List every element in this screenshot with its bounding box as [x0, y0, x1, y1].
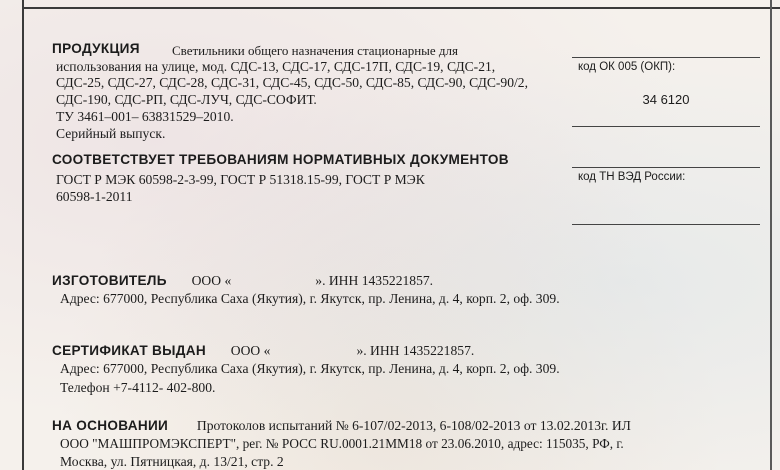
basis-line-2: ООО "МАШПРОМЭКСПЕРТ", рег. № РОСС RU.0001.21ММ18 от 23.06.2010, адрес: 115035, РФ, г.: [60, 436, 624, 451]
products-line-5: ТУ 3461–001– 63831529–2010.: [56, 109, 234, 124]
tnved-code-label: код ТН ВЭД России:: [578, 171, 686, 183]
issued-to-org-suffix: ». ИНН 1435221857.: [356, 343, 475, 358]
manufacturer-org-suffix: ». ИНН 1435221857.: [315, 273, 434, 288]
basis-line-1: Протоколов испытаний № 6-107/02-2013, 6-108/02-2013 от 13.02.2013г. ИЛ: [196, 418, 631, 433]
issued-to-heading: СЕРТИФИКАТ ВЫДАН: [52, 343, 206, 358]
manufacturer-heading: ИЗГОТОВИТЕЛЬ: [52, 273, 167, 288]
manufacturer-line: [52, 273, 433, 289]
manufacturer-address: Адрес: 677000, Республика Саха (Якутия), г. Якутск, пр. Ленина, д. 4, корп. 2, оф. 309.: [60, 291, 560, 306]
manufacturer-org-prefix: ООО «: [191, 273, 232, 288]
products-line-3: СДС-25, СДС-27, СДС-28, СДС-31, СДС-45, СДС-50, СДС-85, СДС-90, СДС-90/2,: [56, 75, 528, 90]
left-border: [22, 0, 24, 470]
conformity-line-2: 60598-1-2011: [56, 189, 133, 204]
okp-code-label: код ОК 005 (ОКП):: [578, 61, 676, 73]
conformity-heading: СООТВЕТСТВУЕТ ТРЕБОВАНИЯМ НОРМАТИВНЫХ ДОКУМЕНТОВ: [52, 152, 509, 167]
top-border: [22, 0, 780, 9]
products-line-1: Светильники общего назначения стационарные для: [172, 43, 458, 58]
issued-to-line: [52, 343, 474, 359]
tnved-code-box: [572, 167, 760, 225]
issued-to-phone: Телефон +7-4112- 402-800.: [60, 380, 216, 395]
products-heading: ПРОДУКЦИЯ: [52, 41, 140, 56]
products-line-6: Серийный выпуск.: [56, 126, 166, 141]
issued-to-org-prefix: ООО «: [230, 343, 271, 358]
products-line-4: СДС-190, СДС-РП, СДС-ЛУЧ, СДС-СОФИТ.: [56, 92, 317, 107]
products-line-2: использования на улице, мод. СДС-13, СДС-17, СДС-17П, СДС-19, СДС-21,: [56, 59, 496, 74]
issued-to-address: Адрес: 677000, Республика Саха (Якутия), г. Якутск, пр. Ленина, д. 4, корп. 2, оф. 309.: [60, 361, 560, 376]
basis-line-3: Москва, ул. Пятницкая, д. 13/21, стр. 2: [60, 454, 284, 469]
conformity-line-1: ГОСТ Р МЭК 60598-2-3-99, ГОСТ Р 51318.15-99, ГОСТ Р МЭК: [56, 172, 425, 187]
right-border: [770, 0, 772, 470]
basis-line-1-row: [52, 418, 631, 434]
okp-code-value: 34 6120: [642, 92, 690, 107]
basis-heading: НА ОСНОВАНИИ: [52, 418, 169, 433]
okp-code-box: [572, 57, 760, 127]
